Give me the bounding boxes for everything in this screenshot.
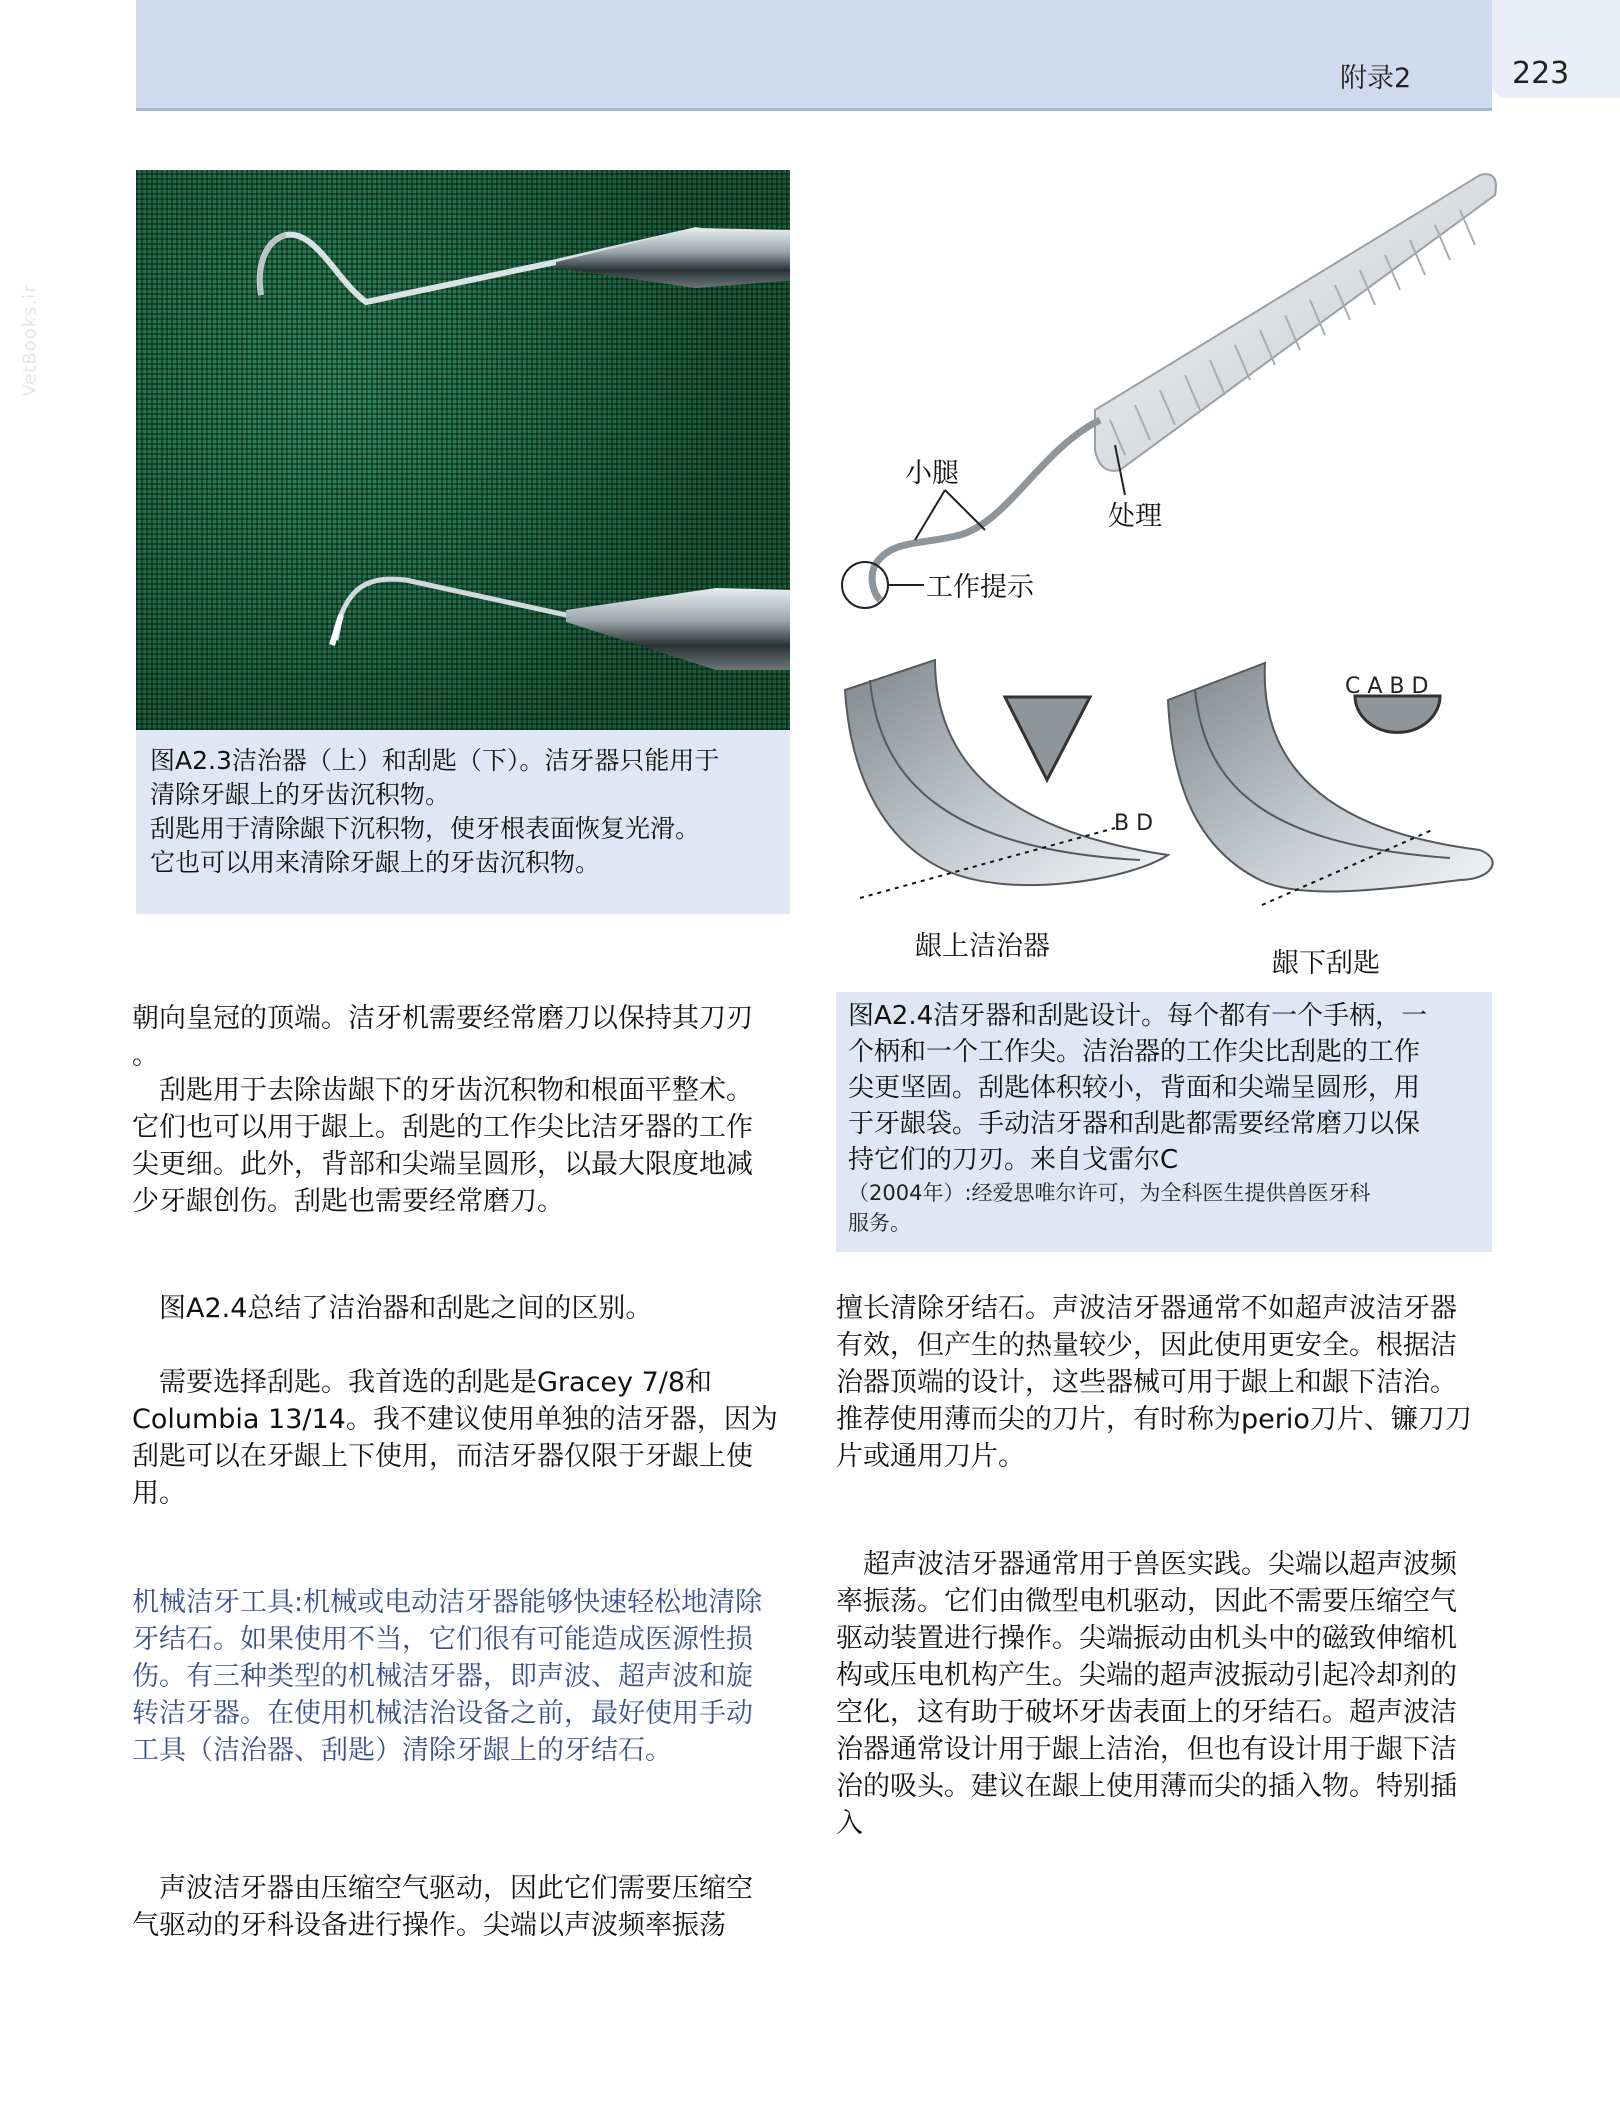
text-line: 超声波洁牙器通常用于兽医实践。尖端以超声波频 bbox=[836, 1549, 1457, 1580]
text-line: 治器通常设计用于龈上洁治，但也有设计用于龈下洁 bbox=[836, 1734, 1457, 1765]
caption-line: 图A2.3洁治器（上）和刮匙（下）。洁牙器只能用于 bbox=[150, 746, 720, 775]
text-line: 它们也可以用于龈上。刮匙的工作尖比洁牙器的工作 bbox=[132, 1112, 753, 1143]
figure-a24-illustration bbox=[820, 160, 1520, 990]
text-line: 擅长清除牙结石。声波洁牙器通常不如超声波洁牙器 bbox=[836, 1293, 1457, 1324]
page-number: 223 bbox=[1512, 56, 1570, 91]
label-handle: 处理 bbox=[1108, 501, 1162, 532]
text-line: 气驱动的牙科设备进行操作。尖端以声波频率振荡 bbox=[132, 1910, 726, 1941]
text-line: 需要选择刮匙。我首选的刮匙是Gracey 7/8和 bbox=[132, 1367, 713, 1398]
label-shank: 小腿 bbox=[905, 458, 959, 489]
label-bd: B D bbox=[1114, 811, 1154, 836]
watermark: VetBooks.ir bbox=[19, 284, 41, 397]
text-line: 有效，但产生的热量较少，因此使用更安全。根据洁 bbox=[836, 1330, 1457, 1361]
text-line: 朝向皇冠的顶端。洁牙机需要经常磨刀以保持其刀刃 bbox=[132, 1003, 753, 1034]
dental-instruments-illustration bbox=[136, 170, 790, 730]
text-line: 驱动装置进行操作。尖端振动由机头中的磁致伸缩机 bbox=[836, 1623, 1457, 1654]
caption-line: 个柄和一个工作尖。洁治器的工作尖比刮匙的工作 bbox=[848, 1037, 1421, 1067]
caption-line: 图A2.4洁牙器和刮匙设计。每个都有一个手柄，一 bbox=[848, 1001, 1428, 1031]
text-line: 工具（洁治器、刮匙）清除牙龈上的牙结石。 bbox=[132, 1735, 672, 1766]
text-line: 伤。有三种类型的机械洁牙器，即声波、超声波和旋 bbox=[132, 1661, 753, 1692]
scaler-cross-section bbox=[845, 660, 1168, 898]
figure-a23-caption bbox=[136, 730, 790, 914]
left-paragraph-sonic bbox=[132, 1870, 753, 1944]
figure-a23-photo bbox=[136, 170, 790, 730]
label-working-tip: 工作提示 bbox=[926, 572, 1034, 603]
label-supragingival-scaler: 龈上洁治器 bbox=[915, 931, 1050, 962]
left-paragraph-1 bbox=[132, 1000, 753, 1074]
right-paragraph-1 bbox=[836, 1290, 1472, 1475]
right-paragraph-ultrasonic bbox=[836, 1546, 1457, 1842]
caption-line: 尖更坚固。刮匙体积较小，背面和尖端呈圆形，用 bbox=[848, 1073, 1421, 1103]
caption-line: 刮匙用于清除龈下沉积物，使牙根表面恢复光滑。 bbox=[150, 814, 701, 843]
text-line: 声波洁牙器由压缩空气驱动，因此它们需要压缩空 bbox=[132, 1873, 753, 1904]
text-line: 刮匙可以在牙龈上下使用，而洁牙器仅限于牙龈上使 bbox=[132, 1441, 753, 1472]
caption-source-line: （2004年）:经爱思唯尔许可，为全科医生提供兽医牙科 bbox=[848, 1181, 1371, 1205]
text-line: 入 bbox=[836, 1808, 863, 1839]
text-line: 片或通用刀片。 bbox=[836, 1441, 1025, 1472]
left-paragraph-mechanical-scalers bbox=[132, 1584, 762, 1769]
text-line: 构或压电机构产生。尖端的超声波振动引起冷却剂的 bbox=[836, 1660, 1457, 1691]
text-line: 推荐使用薄而尖的刀片，有时称为perio刀片、镰刀刀 bbox=[836, 1404, 1472, 1435]
caption-line: 它也可以用来清除牙龈上的牙齿沉积物。 bbox=[150, 848, 601, 877]
running-header-section: 附录2 bbox=[1340, 63, 1412, 94]
header-band bbox=[136, 0, 1492, 111]
left-paragraph-4 bbox=[132, 1364, 778, 1512]
text-line: Columbia 13/14。我不建议使用单独的洁牙器，因为 bbox=[132, 1404, 778, 1435]
curette-cross-section bbox=[1168, 663, 1493, 905]
caption-line: 于牙龈袋。手动洁牙器和刮匙都需要经常磨刀以保 bbox=[848, 1109, 1421, 1139]
text-line: 机械洁牙工具:机械或电动洁牙器能够快速轻松地清除 bbox=[132, 1587, 763, 1618]
text-line: 率振荡。它们由微型电机驱动，因此不需要压缩空气 bbox=[836, 1586, 1457, 1617]
label-subgingival-curette: 龈下刮匙 bbox=[1272, 948, 1380, 979]
text-line: 尖更细。此外，背部和尖端呈圆形，以最大限度地减 bbox=[132, 1149, 753, 1180]
text-line: 牙结石。如果使用不当，它们很有可能造成医源性损 bbox=[132, 1624, 753, 1655]
text-line: 治的吸头。建议在龈上使用薄而尖的插入物。特别插 bbox=[836, 1771, 1457, 1802]
left-paragraph-3 bbox=[132, 1290, 652, 1327]
text-line: 用。 bbox=[132, 1478, 186, 1509]
left-paragraph-2 bbox=[132, 1072, 753, 1220]
text-line: 转洁牙器。在使用机械洁治设备之前，最好使用手动 bbox=[132, 1698, 753, 1729]
caption-line: 清除牙龈上的牙齿沉积物。 bbox=[150, 780, 451, 809]
text-line: 少牙龈创伤。刮匙也需要经常磨刀。 bbox=[132, 1186, 564, 1217]
working-tip-circle bbox=[842, 562, 888, 608]
figure-a24-caption bbox=[836, 992, 1492, 1252]
caption-line: 持它们的刀刃。来自戈雷尔C bbox=[848, 1145, 1179, 1175]
text-line: 。 bbox=[132, 1040, 159, 1071]
instrument-handle bbox=[1095, 174, 1496, 471]
text-line: 图A2.4总结了洁治器和刮匙之间的区别。 bbox=[132, 1293, 653, 1324]
caption-source-line: 服务。 bbox=[848, 1211, 911, 1235]
text-line: 治器顶端的设计，这些器械可用于龈上和龈下洁治。 bbox=[836, 1367, 1457, 1398]
text-line: 空化，这有助于破坏牙齿表面上的牙结石。超声波洁 bbox=[836, 1697, 1457, 1728]
label-cabd: C A B D bbox=[1345, 674, 1429, 699]
text-line: 刮匙用于去除齿龈下的牙齿沉积物和根面平整术。 bbox=[132, 1075, 753, 1106]
